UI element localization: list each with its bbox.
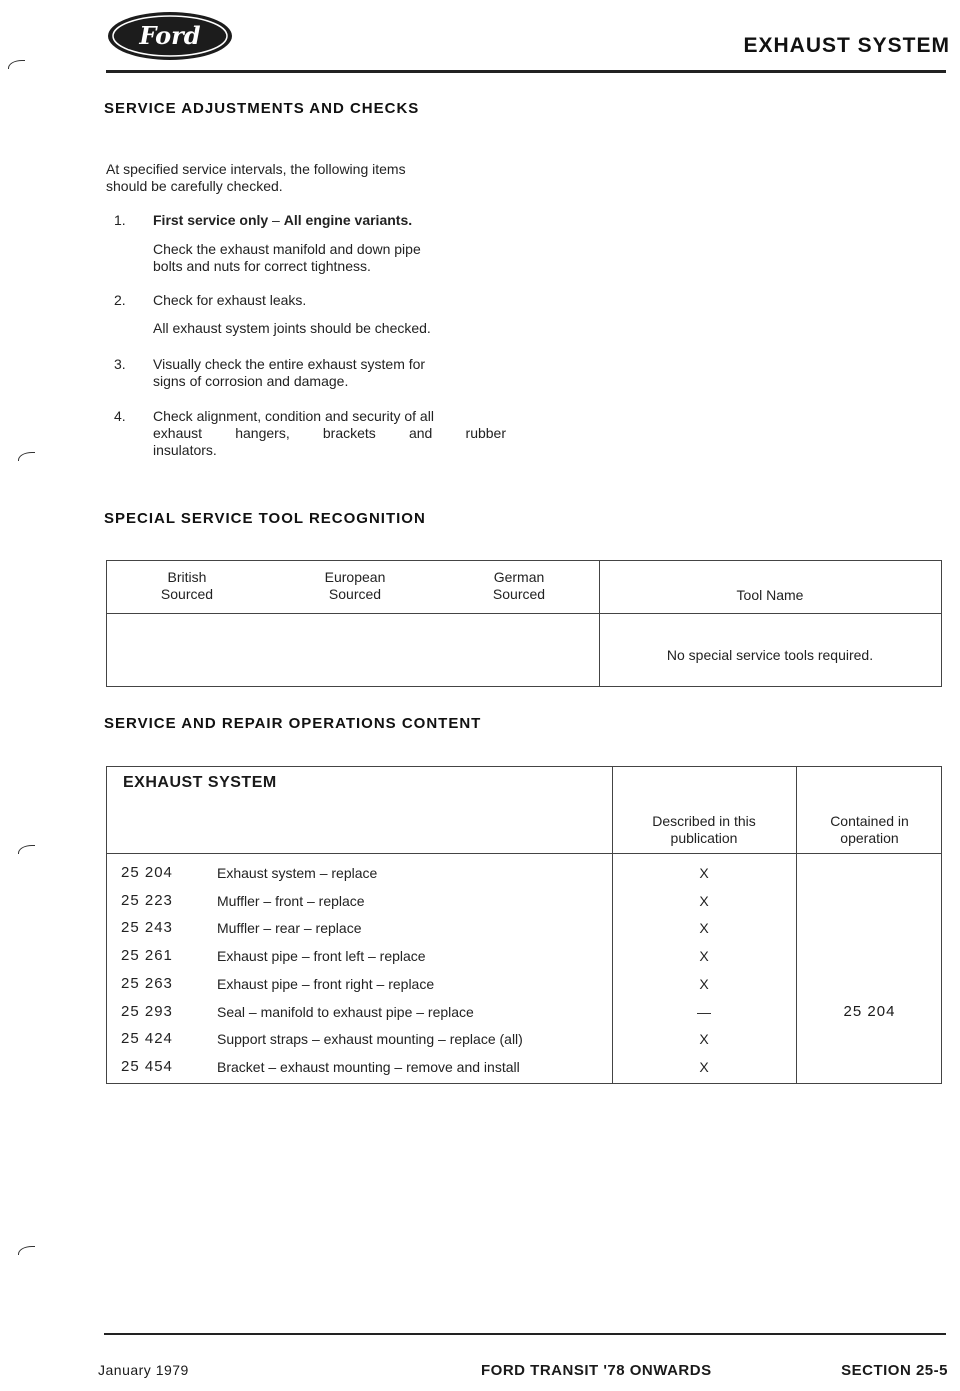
header-line: Contained in	[830, 813, 909, 829]
footer-section: SECTION 25-5	[841, 1362, 948, 1379]
no-tools-note: No special service tools required.	[666, 647, 874, 663]
item-line: Check the exhaust manifold and down pipe	[153, 241, 421, 257]
header-line: Described in this	[652, 813, 756, 829]
operation-code: 25 454	[121, 1058, 173, 1075]
header-line: Sourced	[328, 586, 382, 602]
col-header-european	[305, 569, 405, 603]
check-item-1	[106, 212, 506, 282]
described-mark: X	[699, 920, 709, 936]
item-line: All exhaust system joints should be checked.	[153, 320, 431, 336]
header-line: publication	[670, 830, 738, 846]
margin-mark	[18, 845, 35, 854]
contained-operation-code: 25 204	[843, 1003, 896, 1020]
described-mark: X	[699, 948, 709, 964]
intro-line: should be carefully checked.	[106, 178, 283, 194]
operation-description: Seal – manifold to exhaust pipe – replace	[217, 1004, 474, 1020]
operation-code: 25 243	[121, 919, 173, 936]
operation-description: Exhaust system – replace	[217, 865, 378, 881]
header-line: European	[324, 569, 386, 585]
intro-line: At specified service intervals, the following items	[106, 161, 406, 177]
operation-code: 25 293	[121, 1003, 173, 1020]
section-heading-operations: SERVICE AND REPAIR OPERATIONS CONTENT	[104, 715, 482, 732]
footer-date: January 1979	[98, 1362, 189, 1378]
table-row	[107, 892, 943, 920]
intro-paragraph	[106, 161, 506, 195]
item-bold-text: All engine variants.	[283, 212, 413, 228]
operation-description: Muffler – front – replace	[217, 893, 365, 909]
item-number: 2.	[114, 292, 126, 308]
table-title: EXHAUST SYSTEM	[123, 774, 277, 791]
item-line: Check for exhaust leaks.	[153, 292, 307, 308]
item-bold-text: First service only	[153, 212, 269, 228]
operation-description: Support straps – exhaust mounting – replace (all)	[217, 1031, 523, 1047]
operation-description: Muffler – rear – replace	[217, 920, 362, 936]
col-header-contained	[796, 813, 943, 847]
header-line: Sourced	[492, 586, 546, 602]
tool-recognition-table	[106, 560, 942, 687]
margin-mark	[18, 1246, 35, 1255]
table-row	[107, 947, 943, 975]
header-line: British	[167, 569, 207, 585]
operation-code: 25 223	[121, 892, 173, 909]
operation-description: Bracket – exhaust mounting – remove and install	[217, 1059, 520, 1075]
item-dash: –	[268, 212, 284, 228]
item-number: 1.	[114, 212, 126, 228]
header-line: Sourced	[160, 586, 214, 602]
operation-code: 25 204	[121, 864, 173, 881]
table-row	[107, 1058, 943, 1086]
described-mark: X	[699, 1031, 709, 1047]
svg-text:Ford: Ford	[139, 21, 201, 50]
table-row	[107, 864, 943, 892]
item-line: bolts and nuts for correct tightness.	[153, 258, 371, 274]
item-line: insulators.	[153, 442, 217, 458]
section-heading-tools: SPECIAL SERVICE TOOL RECOGNITION	[104, 510, 426, 527]
item-line: Visually check the entire exhaust system for	[153, 356, 426, 372]
item-line: exhaust hangers, brackets and rubber	[153, 425, 506, 441]
operations-table	[106, 766, 942, 1084]
footer-publication: FORD TRANSIT '78 ONWARDS	[481, 1362, 712, 1379]
operation-description: Exhaust pipe – front right – replace	[217, 976, 435, 992]
margin-mark	[8, 60, 25, 69]
described-mark: —	[697, 1004, 711, 1020]
described-mark: X	[699, 893, 709, 909]
section-heading-adjustments: SERVICE ADJUSTMENTS AND CHECKS	[104, 100, 420, 117]
header-divider	[106, 70, 946, 73]
item-number: 4.	[114, 408, 126, 424]
operation-code: 25 261	[121, 947, 173, 964]
ford-logo	[106, 10, 234, 62]
item-number: 3.	[114, 356, 126, 372]
col-header-tool-name: Tool Name	[736, 587, 804, 603]
described-mark: X	[699, 1059, 709, 1075]
operation-code: 25 424	[121, 1030, 173, 1047]
table-row	[107, 919, 943, 947]
header-line: operation	[840, 830, 899, 846]
operation-description: Exhaust pipe – front left – replace	[217, 948, 426, 964]
col-header-british	[137, 569, 237, 603]
check-item-2	[106, 292, 506, 342]
check-item-3	[106, 356, 506, 392]
described-mark: X	[699, 865, 709, 881]
check-item-4	[106, 408, 506, 462]
item-line: signs of corrosion and damage.	[153, 373, 349, 389]
item-line: Check alignment, condition and security of all	[153, 408, 434, 424]
margin-mark	[18, 452, 35, 461]
page-header-title: EXHAUST SYSTEM	[743, 34, 950, 57]
col-header-described	[612, 813, 796, 847]
table-row	[107, 1030, 943, 1058]
footer-divider	[104, 1333, 946, 1335]
header-line: German	[493, 569, 545, 585]
operation-code: 25 263	[121, 975, 173, 992]
described-mark: X	[699, 976, 709, 992]
table-row	[107, 975, 943, 1003]
col-header-german	[469, 569, 569, 603]
